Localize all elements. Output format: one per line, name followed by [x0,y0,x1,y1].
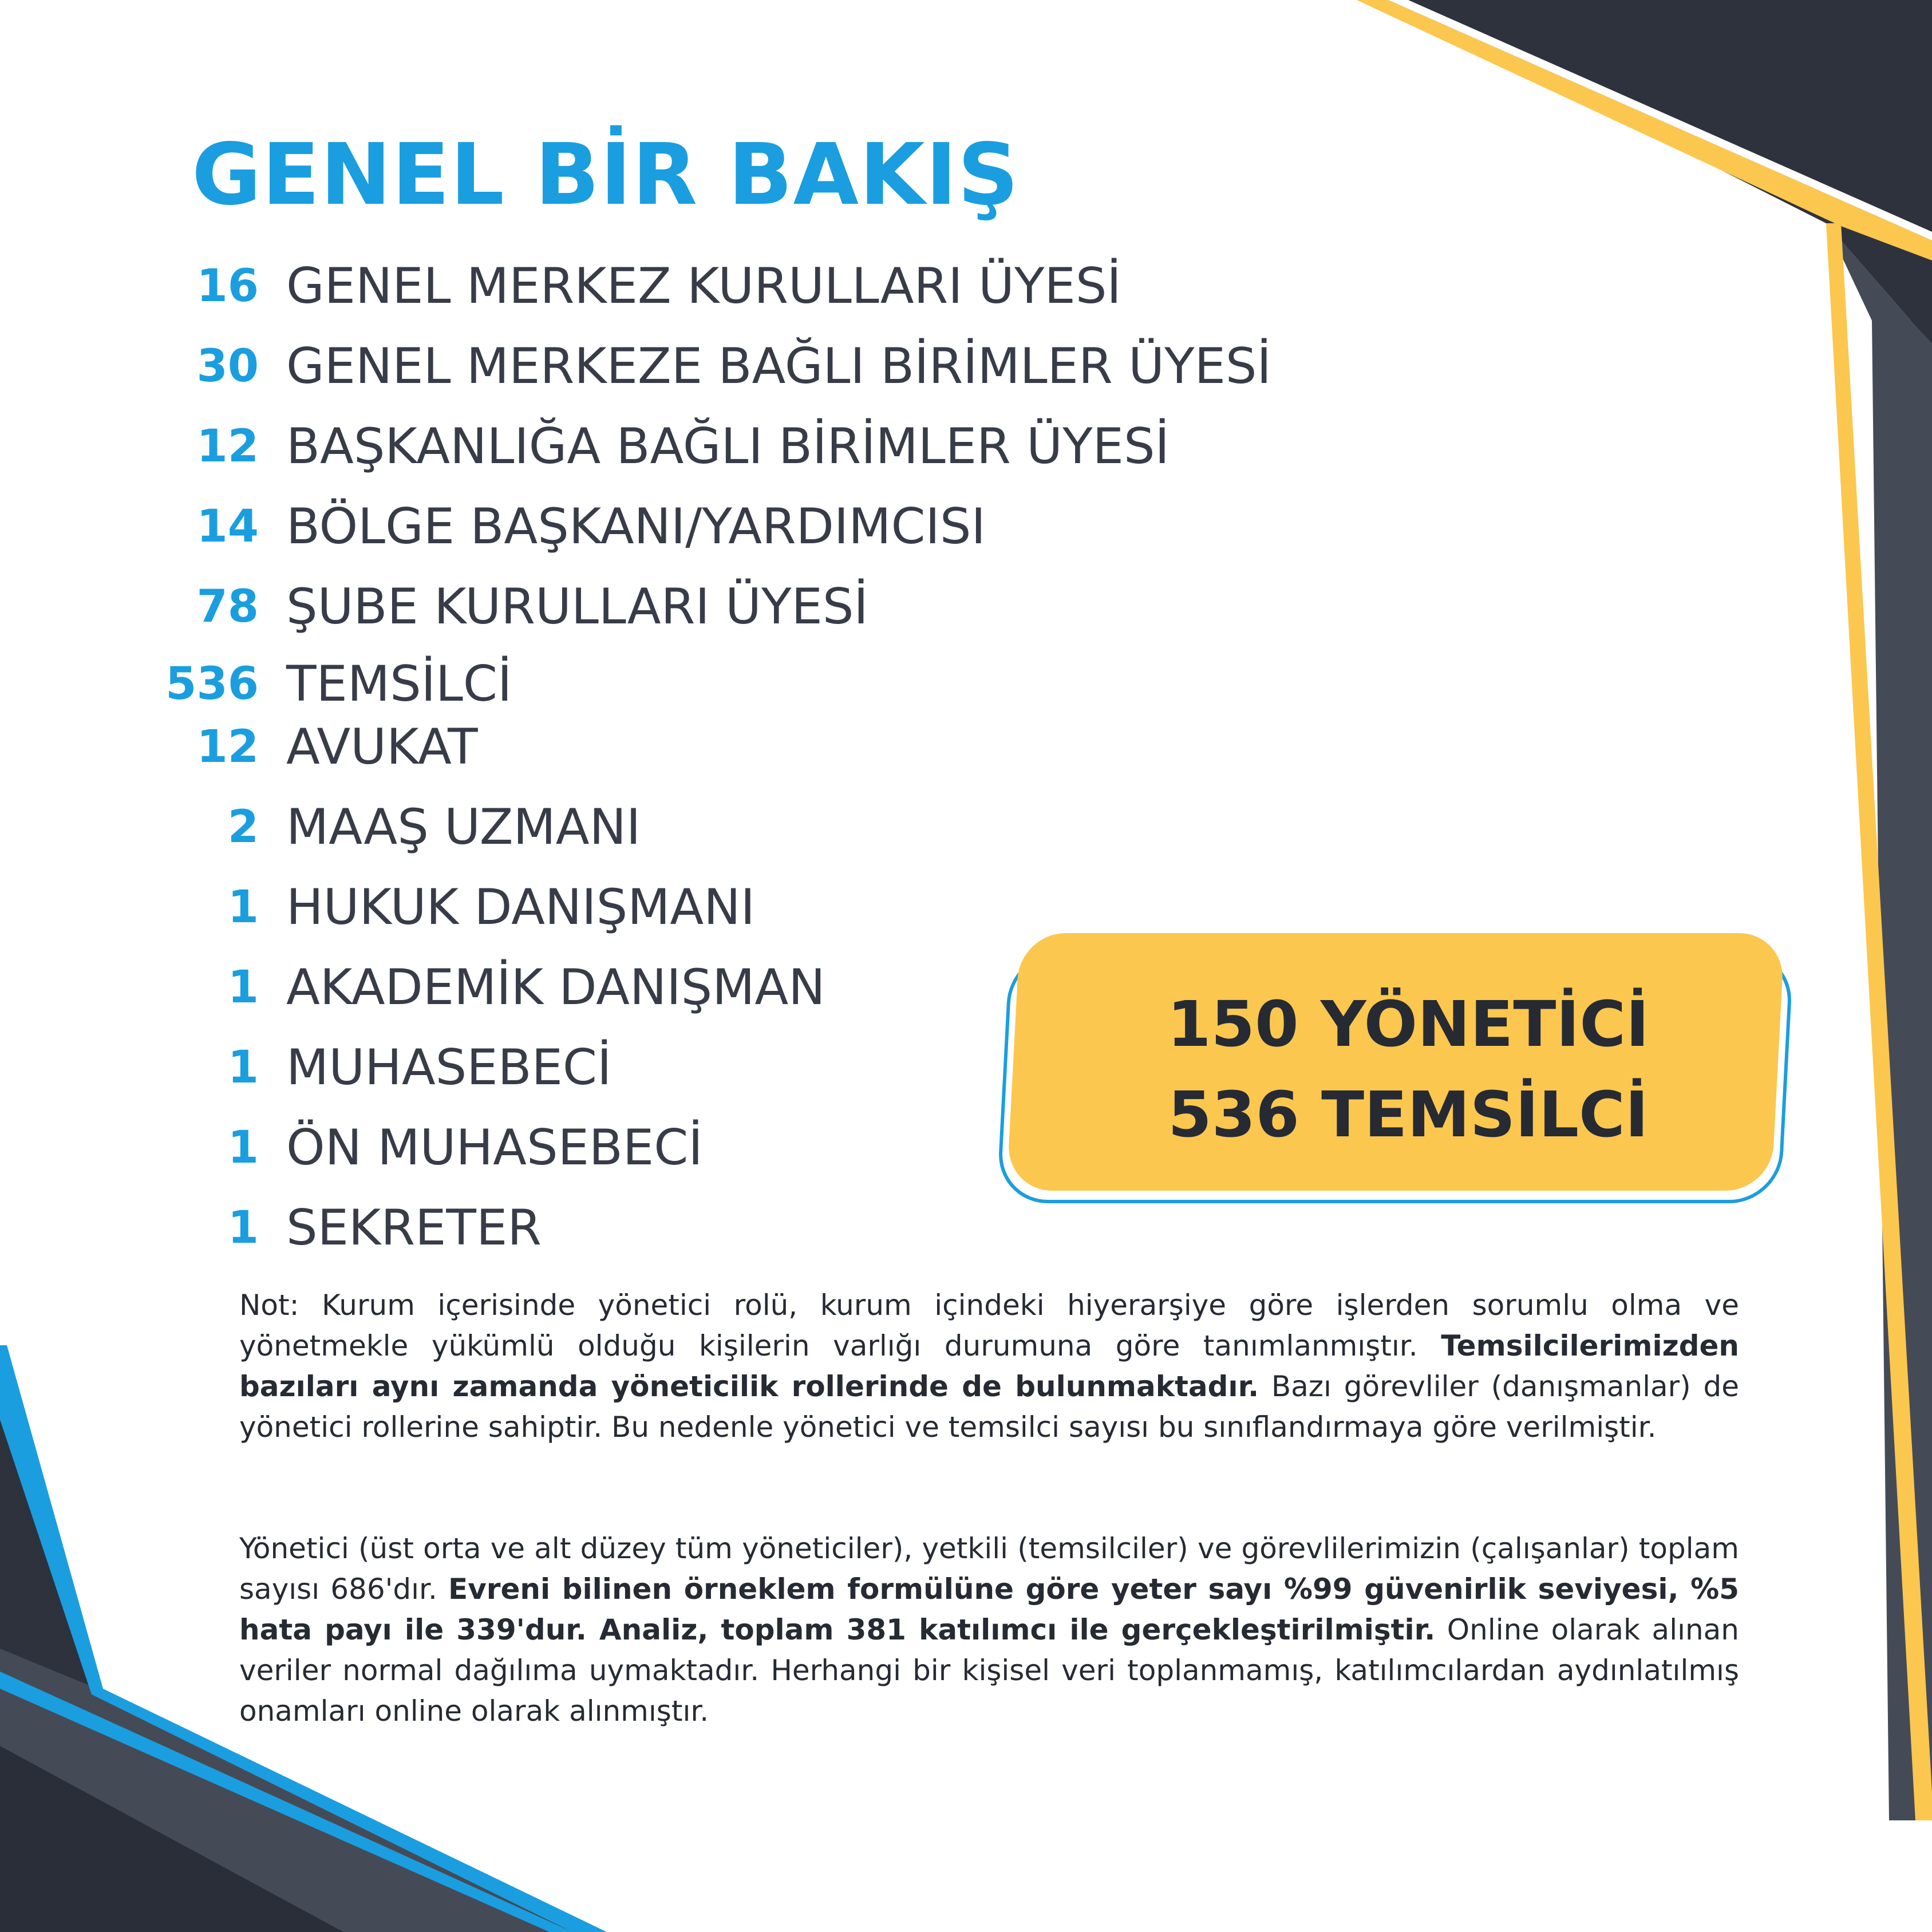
list-item [0,1036,611,1099]
list-item [0,575,868,638]
stat-number: 78 [196,581,259,633]
stat-number: 1 [227,1122,259,1174]
stat-number: 2 [227,801,259,853]
note-1-text-a: Not: Kurum içerisinde yönetici rolü, kurum içindeki hiyerarşiye göre işlerden sorumlu olma ve yönetmekle yükümlü olduğu kişilerin varlığı durumuna göre tanımlanmıştır. [239,1289,1739,1362]
stat-label: BÖLGE BAŞKANI/YARDIMCISI [286,498,986,555]
note-paragraph-1 [239,1285,1739,1448]
list-item [0,255,1121,318]
list-item [0,956,825,1019]
summary-text [1013,979,1803,1160]
note-2-text-b: Online olarak alınan veriler normal dağılıma uymaktadır. Herhangi bir kişisel veri toplanmamış, katılımcılardan aydınlatılmış onamları online olarak alınmıştır. [239,1613,1739,1728]
stat-label: AKADEMİK DANIŞMAN [286,959,825,1016]
stat-number: 1 [227,962,259,1013]
stat-number: 1 [227,1042,259,1093]
stat-number: 1 [227,882,259,933]
page-title: GENEL BİR BAKIŞ [192,125,1020,224]
note-paragraph-2 [239,1528,1739,1732]
note-2-text-a: Yönetici (üst orta ve alt düzey tüm yöneticiler), yetkili (temsilciler) ve görevlilerimizin (çalışanlar) toplam sayısı 686'dır. [239,1532,1739,1606]
stat-number: 1 [227,1202,259,1254]
list-item [0,796,641,859]
summary-box [1013,933,1778,1191]
stat-number: 536 [165,658,259,710]
list-item [0,335,1271,398]
stat-number: 12 [196,721,259,773]
note-2-bold: Evreni bilinen örneklem formülüne göre yeter sayı %99 güvenirlik seviyesi, %5 hata payı ile 339'dur. Analiz, toplam 381 katılımcı ile gerçekleştirilmiştir. [239,1573,1739,1646]
list-item [0,716,478,779]
stat-label: BAŞKANLIĞA BAĞLI BİRİMLER ÜYESİ [286,418,1170,475]
list-item [0,1196,542,1259]
list-item [0,876,755,939]
list-item [0,495,986,558]
stat-label: MUHASEBECİ [286,1039,612,1096]
stat-label: GENEL MERKEZ KURULLARI ÜYESİ [286,258,1121,315]
stat-label: HUKUK DANIŞMANI [286,879,755,936]
list-item [0,1116,703,1179]
stat-label: SEKRETER [286,1199,542,1257]
stat-number: 30 [196,341,259,392]
list-item [0,415,1170,478]
stat-label: ÖN MUHASEBECİ [286,1119,703,1176]
summary-managers: 150 YÖNETİCİ [1167,987,1649,1061]
summary-representatives: 536 TEMSİLCİ [1168,1078,1649,1151]
stat-number: 16 [196,260,259,312]
stat-label: ŞUBE KURULLARI ÜYESİ [286,578,868,635]
note-1-bold: Temsilcilerimizden bazıları aynı zamanda yöneticilik rollerinde de bulunmaktadır. [239,1329,1739,1403]
stat-number: 12 [196,421,259,472]
list-item [0,653,512,716]
note-1-text-b: Bazı görevliler (danışmanlar) de yönetici rollerine sahiptir. Bu nedenle yönetici ve temsilci sayısı bu sınıflandırmaya göre verilmiştir. [239,1370,1739,1444]
stat-label: TEMSİLCİ [286,655,512,713]
stat-label: GENEL MERKEZE BAĞLI BİRİMLER ÜYESİ [286,338,1271,395]
stat-label: AVUKAT [286,718,478,776]
stat-number: 14 [196,501,259,552]
stat-label: MAAŞ UZMANI [286,799,641,856]
